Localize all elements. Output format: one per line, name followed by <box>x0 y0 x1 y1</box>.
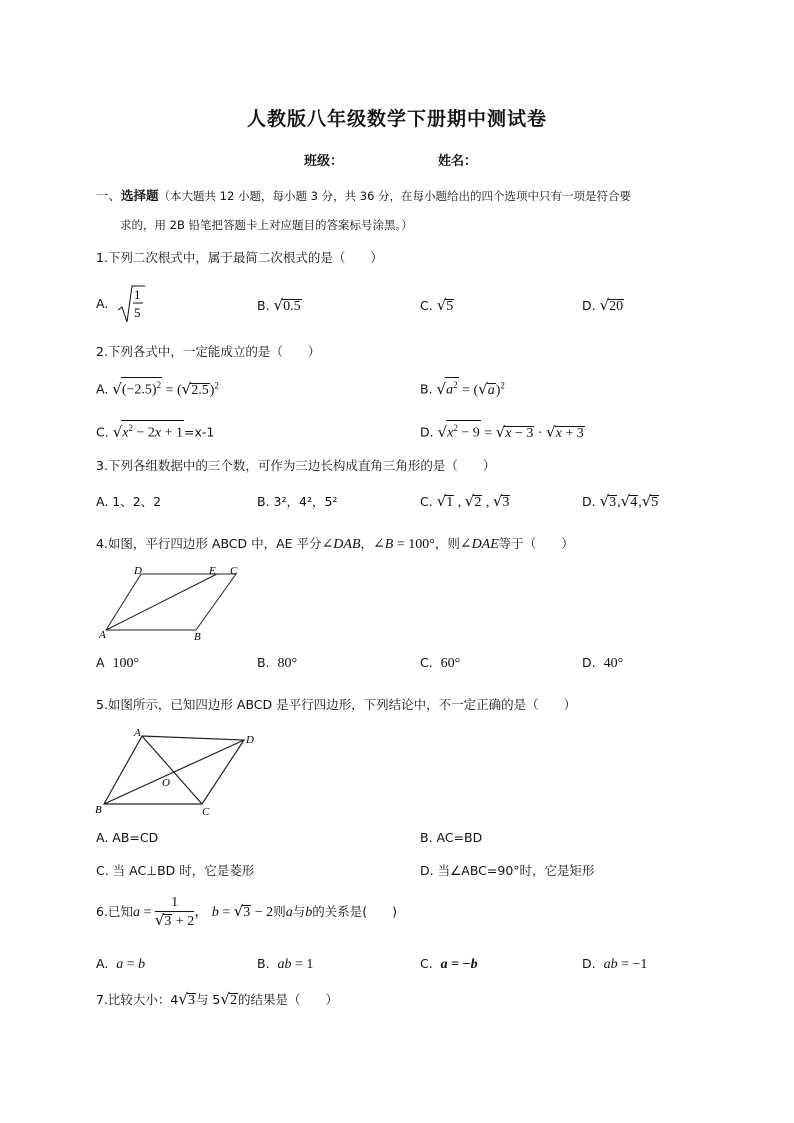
question-7-stem: 7.比较大小：4√3与 5√2的结果是（ ） <box>96 990 338 1008</box>
question-4-stem: 4.如图，平行四边形 ABCD 中，AE 平分∠DAB，∠B = 100°，则∠DAE等于（ ） <box>96 536 574 552</box>
section-title: 选择题 <box>121 188 159 203</box>
q3-option-c: C. √1 , √2 , √3 <box>420 492 510 510</box>
question-2-stem: 2.下列各式中，一定能成立的是（ ） <box>96 344 321 359</box>
q1-option-a-label: A. <box>96 296 109 311</box>
q1-option-b: B. √0.5 <box>257 296 301 314</box>
q5-option-d: D. 当∠ABC=90°时，它是矩形 <box>420 863 595 878</box>
q6-option-a: A. a = b <box>96 956 146 972</box>
q4-segment-ae <box>106 574 217 630</box>
q6-option-d: D. ab = −1 <box>582 956 648 972</box>
q5-option-c: C. 当 AC⊥BD 时，它是菱形 <box>96 863 255 878</box>
q3-option-b: B. 3²，4²，5² <box>257 494 338 509</box>
q5-label-b: B <box>95 804 102 816</box>
q4-label-c: C <box>230 565 238 577</box>
class-label: 班级： <box>304 154 344 169</box>
page-title: 人教版八年级数学下册期中测试卷 <box>246 108 547 130</box>
q1-option-d: D. √20 <box>582 296 624 314</box>
q4-label-d: D <box>134 565 142 577</box>
q4-parallelogram-figure <box>96 564 246 642</box>
q2-option-c: C. $√x^2 - 2x + 1=x-1$ <box>96 420 214 442</box>
q5-label-o: O <box>162 777 170 789</box>
q4-label-a: A <box>99 629 106 641</box>
section-heading <box>96 186 631 204</box>
q1-a-sqrt-fraction <box>116 284 146 324</box>
q2-option-a: A. $√(-2.5)^2 = (√2.5)^2$ <box>96 377 219 399</box>
question-1-stem: 1.下列二次根式中，属于最简二次根式的是（ ） <box>96 250 383 265</box>
question-5-stem: 5.如图所示，已知四边形 ABCD 是平行四边形，下列结论中，不一定正确的是（ ） <box>96 697 577 712</box>
q4-option-d: D. 40° <box>582 655 624 671</box>
q5-option-a: A. AB=CD <box>96 830 159 845</box>
q5-label-a: A <box>134 727 141 739</box>
q5-option-b: B. AC=BD <box>420 830 483 845</box>
q1-option-c: C. √5 <box>420 296 454 314</box>
q5-label-d: D <box>246 734 254 746</box>
q6-option-c: C. a = −b <box>420 956 478 972</box>
q2-option-d: D. $√x^2 - 9 = √x - 3 \cdot √x + 3$ <box>420 420 585 442</box>
q2-option-b: B. $√a^2 = (√a)^2$ <box>420 377 505 399</box>
q3-option-d: D. √3,√4,√5 <box>582 492 659 510</box>
q6-option-b: B. ab = 1 <box>257 956 314 972</box>
q4-option-c: C. 60° <box>420 655 461 671</box>
section-prefix: 一、 <box>96 188 122 203</box>
svg-text:5: 5 <box>134 305 141 320</box>
q1-option-a-math <box>116 284 146 327</box>
q4-parallelogram <box>106 574 236 630</box>
q4-option-a: A 100° <box>96 655 140 671</box>
section-instructions-2: 求的，用 2B 铅笔把答题卡上对应题目的答案标号涂黑。） <box>120 218 413 232</box>
q5-label-c: C <box>202 806 210 816</box>
section-instructions-1: （本大题共 12 小题，每小题 3 分，共 36 分，在每小题给出的四个选项中只有一项是符合要 <box>158 189 632 203</box>
q4-label-b: B <box>194 631 201 642</box>
q4-label-e: E <box>209 565 216 577</box>
name-label: 姓名： <box>438 154 478 169</box>
question-3-stem: 3.下列各组数据中的三个数，可作为三边长构成直角三角形的是（ ） <box>96 458 496 473</box>
q6-fraction: $\frac{1}{√3 + 2}$ <box>154 895 195 929</box>
q4-option-b: B. 80° <box>257 655 298 671</box>
q5-parallelogram-figure <box>92 726 260 816</box>
q3-option-a: A. 1、2、2 <box>96 494 162 509</box>
q5-diagonal-ac <box>142 736 202 804</box>
svg-text:1: 1 <box>134 287 141 302</box>
question-6-stem: 6.已知a = $\frac{1}{√3 + 2}$ ， b = √3 − 2则a与b的关系是( ) <box>96 895 397 929</box>
